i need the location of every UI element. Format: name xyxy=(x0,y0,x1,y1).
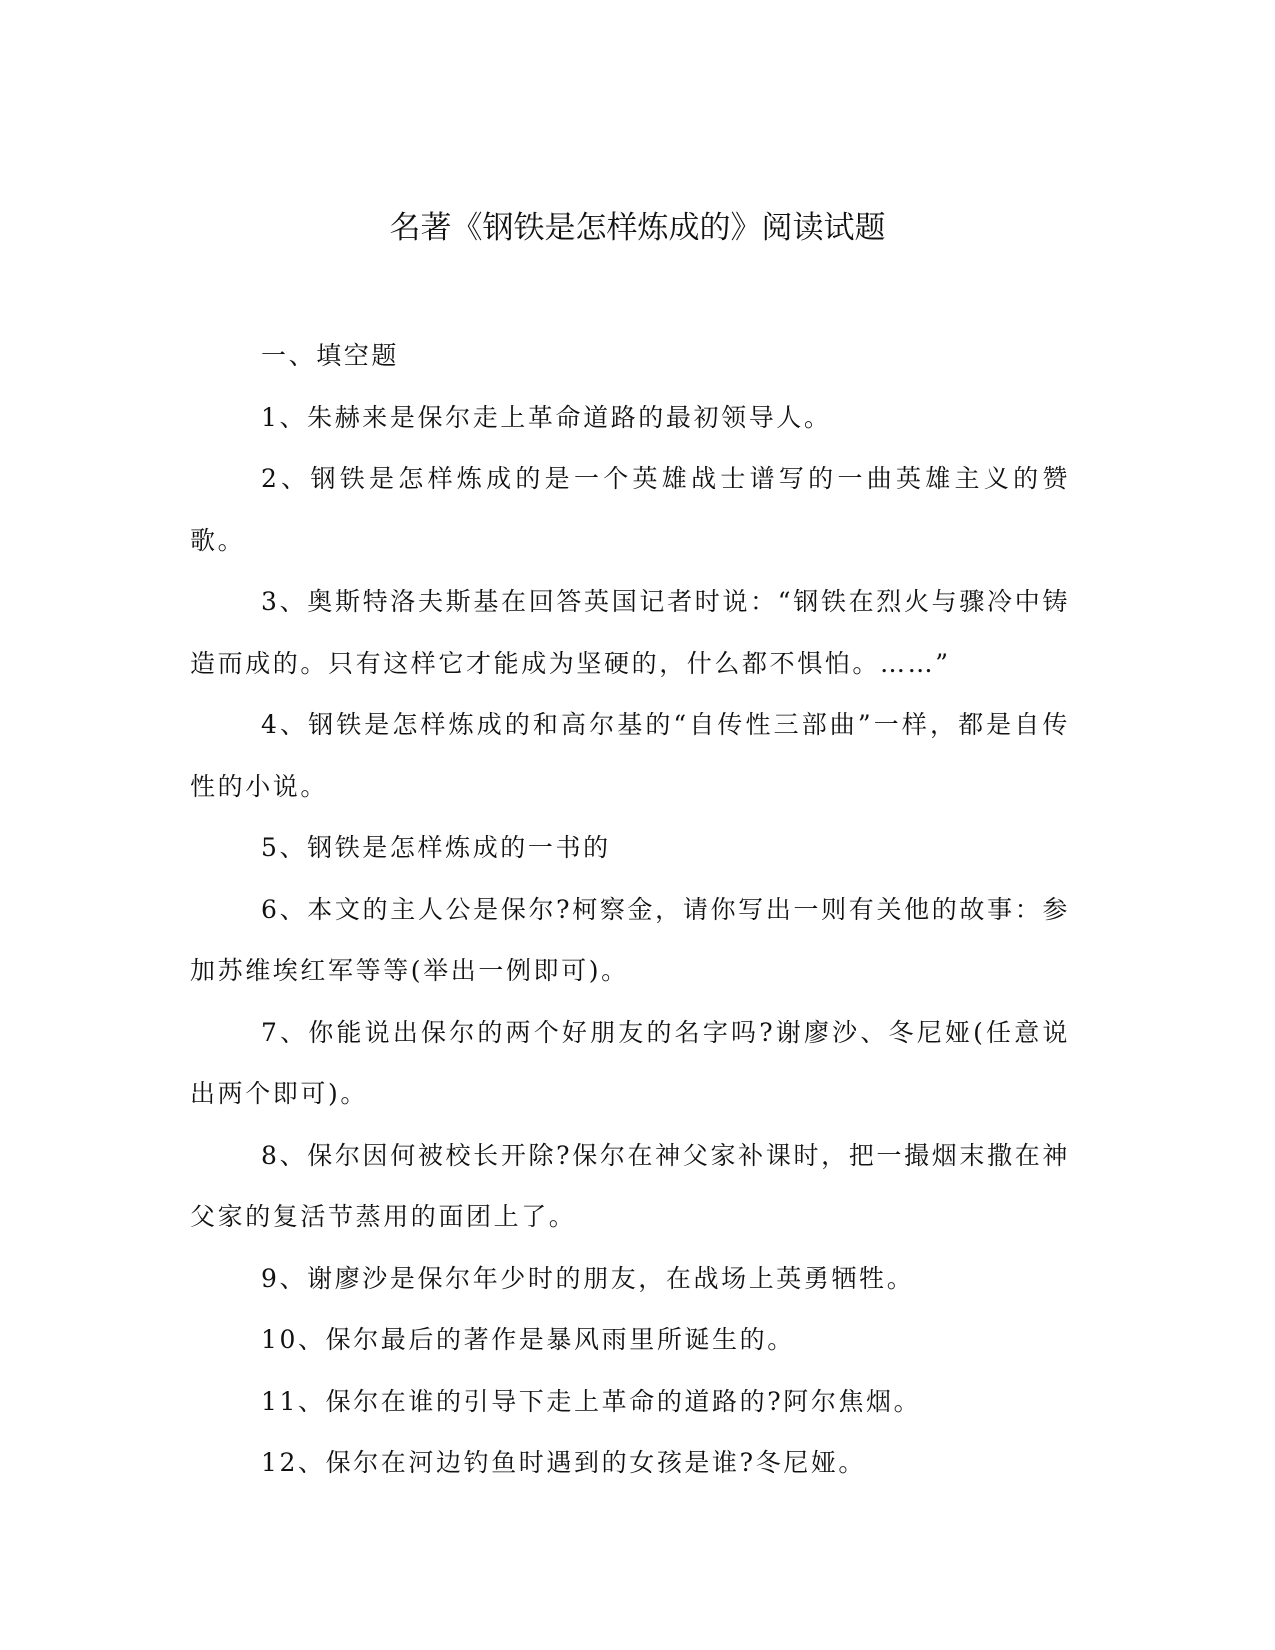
section-heading: 一、填空题 xyxy=(261,341,400,370)
question-item-9: 9、谢廖沙是保尔年少时的朋友，在战场上英勇牺牲。 xyxy=(261,1263,915,1293)
question-item-4: 4、钢铁是怎样炼成的和高尔基的“自传性三部曲”一样，都是自传性的小说。 xyxy=(190,710,1070,801)
question-item-6: 6、本文的主人公是保尔?柯察金，请你写出一则有关他的故事：参加苏维埃红军等等(举出一例即可)。 xyxy=(190,894,1070,985)
document-body xyxy=(190,325,1070,1494)
question-item-5: 5、钢铁是怎样炼成的一书的 xyxy=(261,833,611,862)
question-item-8: 8、保尔因何被校长开除?保尔在神父家补课时，把一撮烟末撒在神父家的复活节蒸用的面团上了。 xyxy=(190,1140,1070,1231)
question-item-11: 11、保尔在谁的引导下走上革命的道路的?阿尔焦烟。 xyxy=(261,1386,922,1416)
question-item-10: 10、保尔最后的著作是暴风雨里所诞生的。 xyxy=(261,1325,795,1354)
question-item-3: 3、奥斯特洛夫斯基在回答英国记者时说：“钢铁在烈火与骤冷中铸造而成的。只有这样它才能成为坚硬的，什么都不惧怕。……” xyxy=(190,587,1070,678)
document-title: 名著《钢铁是怎样炼成的》阅读试题 xyxy=(389,210,886,246)
question-item-12: 12、保尔在河边钓鱼时遇到的女孩是谁?冬尼娅。 xyxy=(261,1448,867,1477)
question-item-7: 7、你能说出保尔的两个好朋友的名字吗?谢廖沙、冬尼娅(任意说出两个即可)。 xyxy=(190,1017,1070,1108)
question-item-2: 2、钢铁是怎样炼成的是一个英雄战士谱写的一曲英雄主义的赞歌。 xyxy=(190,464,1070,555)
question-item-1: 1、朱赫来是保尔走上革命道路的最初领导人。 xyxy=(261,402,832,432)
